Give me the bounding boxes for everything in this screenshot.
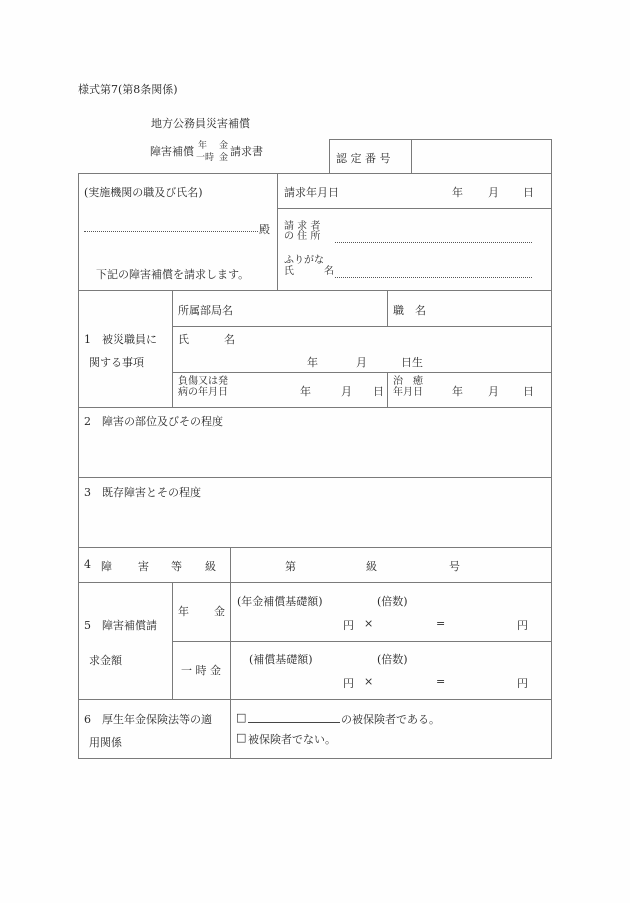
lump-multiplier-label: (倍数) (377, 653, 408, 666)
not-insured-checkbox[interactable]: □ (236, 731, 247, 744)
section4-char-1: 障 (101, 560, 112, 573)
name-label-a: 氏 (284, 266, 294, 277)
requester-name-field[interactable] (335, 277, 532, 278)
section1-title-line1: 1 被災職員に (84, 333, 157, 346)
insurance-name-field[interactable] (248, 722, 340, 723)
grade-label: 級 (366, 560, 377, 573)
agency-name-field[interactable] (84, 231, 258, 232)
title-lower-b: 金 (219, 153, 229, 163)
cure-year: 年 (452, 385, 463, 398)
certification-label: 認 定 番 号 (336, 152, 391, 165)
injury-day: 日 (373, 385, 384, 398)
pension-base-label: (年金補償基礎額) (237, 595, 323, 608)
injury-month: 月 (341, 385, 352, 398)
form-number: 様式第7(第8条関係) (78, 83, 178, 96)
furigana-label: ふりがな (284, 255, 324, 266)
honorific: 殿 (259, 223, 270, 236)
lump-sum-label: 一 時 金 (181, 664, 221, 677)
form-title-line2 (150, 143, 194, 159)
lump-total-yen: 円 (517, 677, 528, 690)
injury-label-2: 病の年月日 (178, 387, 228, 398)
pension-total-yen: 円 (517, 619, 528, 632)
title-upper-a: 年 (198, 141, 208, 151)
pension-times: × (364, 617, 374, 630)
request-statement: 下記の障害補償を請求します。 (96, 268, 250, 281)
cure-day: 日 (523, 385, 534, 398)
insured-option-label: の被保険者である。 (341, 713, 440, 726)
address-label-bottom: の 住 所 (284, 231, 321, 242)
title-lower-a: 一時 (196, 153, 215, 163)
cure-month: 月 (488, 385, 499, 398)
lump-equals: = (436, 675, 446, 688)
injury-label-1: 負傷又は発 (178, 376, 228, 387)
employee-name-label-b: 名 (224, 333, 235, 346)
name-label-b: 名 (324, 266, 334, 277)
section6-title-line2: 用関係 (89, 736, 122, 749)
section5-title-line1: 5 障害補償請 (84, 619, 157, 632)
birth-month: 月 (356, 356, 367, 369)
request-date-label: 請求年月日 (284, 186, 339, 199)
form-title-line1: 地方公務員災害補償 (151, 117, 250, 130)
title-prefix: 障害補償 (150, 145, 194, 158)
dept-label: 所属部局名 (178, 304, 233, 317)
lump-base-yen: 円 (343, 677, 354, 690)
address-field[interactable] (335, 242, 532, 243)
section6-title-line1: 6 厚生年金保険法等の適 (84, 713, 212, 726)
pension-label-a: 年 (178, 605, 189, 618)
section1-title-line2: 関する事項 (89, 356, 144, 369)
lump-times: × (364, 675, 374, 688)
pension-label-b: 金 (214, 605, 225, 618)
section4-number: 4 (84, 558, 91, 571)
not-insured-option-label: 被保険者でない。 (248, 733, 336, 746)
grade-prefix: 第 (285, 560, 296, 573)
cure-label-1: 治 癒 (393, 376, 423, 387)
lump-base-label: (補償基礎額) (249, 653, 313, 666)
employee-name-label-a: 氏 (178, 333, 189, 346)
birth-year: 年 (307, 356, 318, 369)
section4-char-2: 害 (138, 560, 149, 573)
section4-char-4: 級 (205, 560, 216, 573)
request-day: 日 (523, 186, 534, 199)
position-label: 職 名 (393, 304, 426, 317)
pension-base-yen: 円 (343, 619, 354, 632)
injury-year: 年 (300, 385, 311, 398)
cure-label-2: 年月日 (393, 387, 423, 398)
pension-multiplier-label: (倍数) (377, 595, 408, 608)
request-year: 年 (452, 186, 463, 199)
title-suffix: 請求書 (230, 145, 263, 158)
birth-day: 日生 (401, 356, 423, 369)
section2-title: 2 障害の部位及びその程度 (84, 415, 223, 428)
agency-label: (実施機関の職及び氏名) (84, 186, 203, 199)
section3-title: 3 既存障害とその程度 (84, 486, 201, 499)
grade-number-label: 号 (449, 560, 460, 573)
insured-checkbox[interactable]: □ (236, 711, 247, 724)
certification-number-field[interactable] (415, 145, 547, 169)
pension-equals: = (436, 617, 446, 630)
request-month: 月 (488, 186, 499, 199)
section4-char-3: 等 (171, 560, 182, 573)
section5-title-line2: 求金額 (89, 654, 122, 667)
address-label-top: 請 求 者 (284, 221, 321, 232)
title-upper-b: 金 (219, 141, 229, 151)
